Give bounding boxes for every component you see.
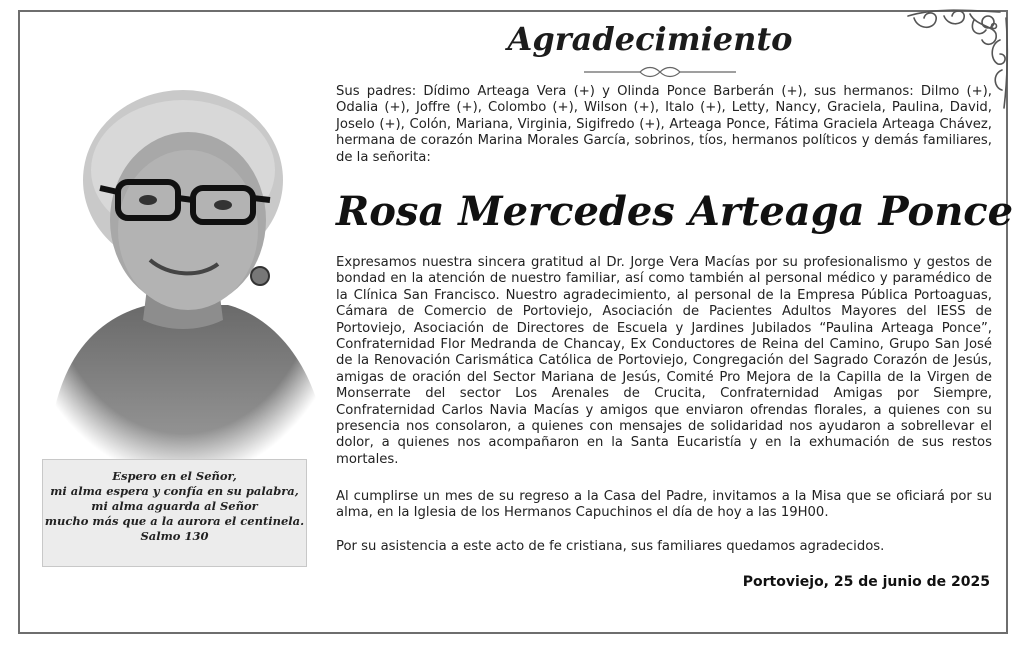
quote-line: mi alma aguarda al Señor xyxy=(91,499,258,513)
page-title: Agradecimiento xyxy=(507,20,793,58)
quote-reference: Salmo 130 xyxy=(140,529,209,543)
family-intro-paragraph: Sus padres: Dídimo Arteaga Vera (+) y Olinda Ponce Barberán (+), sus hermanos: Dilmo (+), Odalia (+), Joffre (+), Colombo (+), Wilson (+), Italo (+), Letty, Nancy, Graciela, Paulina, David, Joselo (+), Colón, Mariana, Virginia, Sigifredo (+), Arteaga Ponce, Fátima Graciela Arteaga Chávez, hermana de corazón Marina Morales García, sobrinos, tíos, hermanos políticos y demás familiares, de la señorita: xyxy=(336,84,992,165)
deceased-name: Rosa Mercedes Arteaga Ponce xyxy=(336,188,1014,235)
closing-paragraph: Por su asistencia a este acto de fe cristiana, sus familiares quedamos agradecidos. xyxy=(336,539,885,554)
mass-invitation-paragraph: Al cumplirse un mes de su regreso a la Casa del Padre, invitamos a la Misa que se oficiará por su alma, en la Iglesia de los Hermanos Capuchinos el día de hoy a las 19H00. xyxy=(336,489,992,521)
title-divider-ornament xyxy=(580,64,740,80)
quote-line: mi alma espera y confía en su palabra, xyxy=(50,484,299,498)
quote-line: mucho más que a la aurora el centinela. xyxy=(44,514,305,528)
portrait-photo xyxy=(38,80,328,460)
quote-line: Espero en el Señor, xyxy=(112,469,237,483)
psalm-quote-box xyxy=(42,459,307,567)
gratitude-paragraph: Expresamos nuestra sincera gratitud al Dr. Jorge Vera Macías por su profesionalismo y gestos de bondad en la atención de nuestro familiar, así como también al personal médico y paramédico de la Clínica San Francisco. Nuestro agradecimiento, al personal de la Empresa Pública Portoaguas, Cámara de Comercio de Portoviejo, Asociación de Pacientes Adultos Mayores del IESS de Portoviejo, Asociación de Directores de Escuela y Jardines Jubilados “Paulina Arteaga Ponce”, Confraternidad Flor Medranda de Chancay, Ex Conductores de Reina del Camino, Grupo San José de la Renovación Carismática Católica de Portoviejo, Congregación del Sagrado Corazón de Jesús, amigas de oración del Sector Mariana de Jesús, Comité Pro Mejora de la Capilla de la Virgen de Monserrate del sector Los Arenales de Crucita, Confraternidad Amigas por Siempre, Confraternidad Carlos Navia Macías y amigos que enviaron ofrendas florales, a quienes con su presencia nos consolaron, a quienes con mensajes de solidaridad nos ayudaron a sobrellevar el dolor, a quienes nos acompañaron en la Santa Eucaristía y en la exhumación de sus restos mortales. xyxy=(336,255,992,467)
place-date: Portoviejo, 25 de junio de 2025 xyxy=(742,574,990,590)
